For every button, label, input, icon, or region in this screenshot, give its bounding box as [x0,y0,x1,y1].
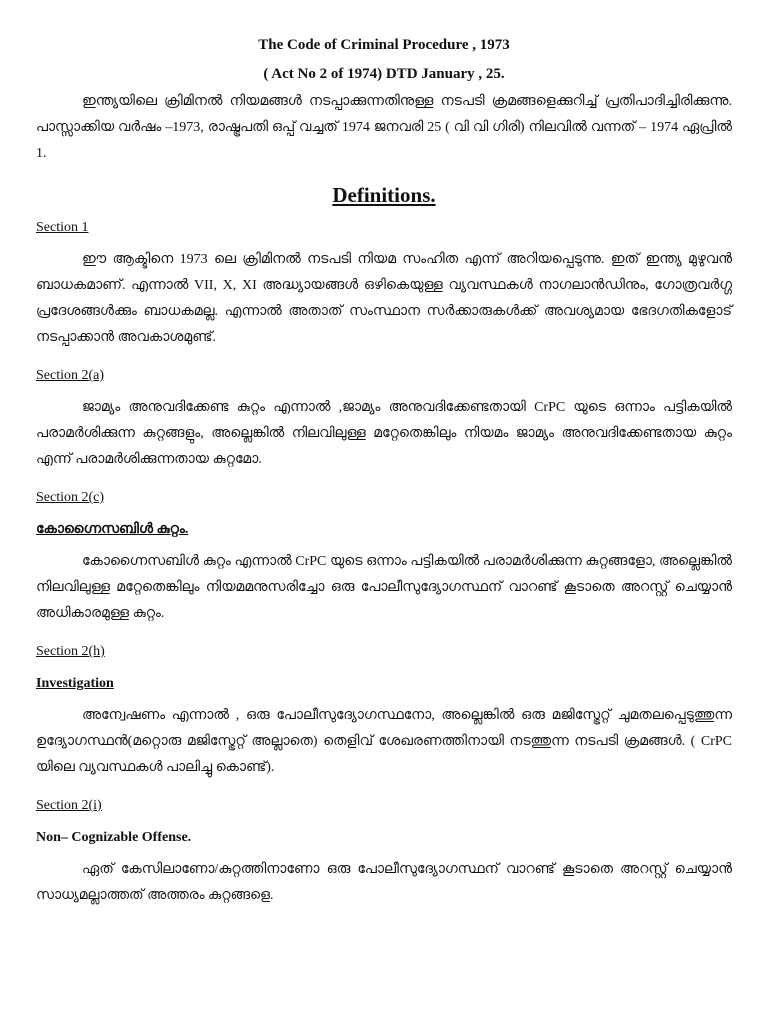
document-title: The Code of Criminal Procedure , 1973 [258,37,510,53]
section-body: അന്വേഷണം എന്നാൽ , ഒരു പോലീസുദ്യോഗസ്ഥനോ, അല്ലെങ്കിൽ ഒരു മജിസ്ട്രേറ്റ് ചുമതലപ്പെടുത്തുന്ന ഉദ്യോഗസ്ഥൻ(മറ്റൊരു മജിസ്ട്രേറ്റ് അല്ലാതെ) തെളിവ് ശേഖരണത്തിനായി നടത്തുന്ന നടപടി ക്രമങ്ങൾ. ( CrPC യിലെ വ്യവസ്ഥകൾ പാലിച്ചു കൊണ്ട്). [36,708,732,775]
section-heading: Section 2(h) [36,644,105,659]
section-heading: Section 2(i) [36,798,102,813]
section-subheading: Non– Cognizable Offense. [36,830,192,845]
section-heading: Section 2(c) [36,490,105,505]
section-subheading: കോഗ്നൈസബിൾ കുറ്റം. [36,522,189,537]
definitions-heading: Definitions. [332,183,436,207]
section-heading: Section 1 [36,220,89,235]
section-heading: Section 2(a) [36,368,105,383]
section-body: ജാമ്യം അനുവദിക്കേണ്ട കുറ്റം എന്നാൽ ,ജാമ്യം അനുവദിക്കേണ്ടതായി CrPC യുടെ ഒന്നാം പട്ടികയിൽ പരാമർശിക്കുന്ന കുറ്റങ്ങളും, അല്ലെങ്കിൽ നിലവിലുള്ള മറ്റേതെങ്കിലും നിയമം ജാമ്യം അനുവദിക്കേണ്ടതായ കുറ്റം എന്ന് പരാമർശിക്കുന്നതായ കുറ്റമോ. [36,400,732,467]
section-body: കോഗ്നൈസബിൾ കുറ്റം എന്നാൽ CrPC യുടെ ഒന്നാം പട്ടികയിൽ പരാമർശിക്കുന്ന കുറ്റങ്ങളോ, അല്ലെങ്കിൽ നിലവിലുള്ള മറ്റേതെങ്കിലും നിയമമനുസരിച്ചോ ഒരു പോലീസുദ്യോഗസ്ഥന് വാറണ്ട് കൂടാതെ അറസ്റ്റ് ചെയ്യാൻ അധികാരമുള്ള കുറ്റം. [36,554,732,621]
document-subtitle: ( Act No 2 of 1974) DTD January , 25. [263,66,505,82]
section-body: ഈ ആക്ടിനെ 1973 ലെ ക്രിമിനൽ നടപടി നിയമ സംഹിത എന്ന് അറിയപ്പെടുന്നു. ഇത് ഇന്ത്യ മുഴുവൻ ബാധകമാണ്. എന്നാൽ VII, X, XI അദ്ധ്യായങ്ങൾ ഒഴികെയുള്ള വ്യവസ്ഥകൾ നാഗലാൻഡിനും, ഗോത്രവർഗ്ഗ പ്രദേശങ്ങൾക്കും ബാധകമല്ല. എന്നാൽ അതാത് സംസ്ഥാന സർക്കാരുകൾക്ക് അവശ്യമായ ഭേദഗതികളോട് നടപ്പാക്കാൻ അവകാശമുണ്ട്. [36,252,732,345]
section-body: ഏത് കേസിലാണോ/കുറ്റത്തിനാണോ ഒരു പോലീസുദ്യോഗസ്ഥന് വാറണ്ട് കൂടാതെ അറസ്റ്റ് ചെയ്യാൻ സാധ്യമല്ലാത്തത് അത്തരം കുറ്റങ്ങളെ. [36,862,732,903]
section-subheading: Investigation [36,676,114,691]
intro-paragraph: ഇന്ത്യയിലെ ക്രിമിനൽ നിയമങ്ങൾ നടപ്പാക്കുന്നതിനുള്ള നടപടി ക്രമങ്ങളെക്കുറിച്ച് പ്രതിപാദിച്ചിരിക്കുന്നു. പാസ്സാക്കിയ വർഷം –1973, രാഷ്ട്രപതി ഒപ്പ് വച്ചത് 1974 ജനവരി 25 ( വി വി ഗിരി) നിലവിൽ വന്നത് – 1974 ഏപ്രിൽ 1. [36,94,732,161]
